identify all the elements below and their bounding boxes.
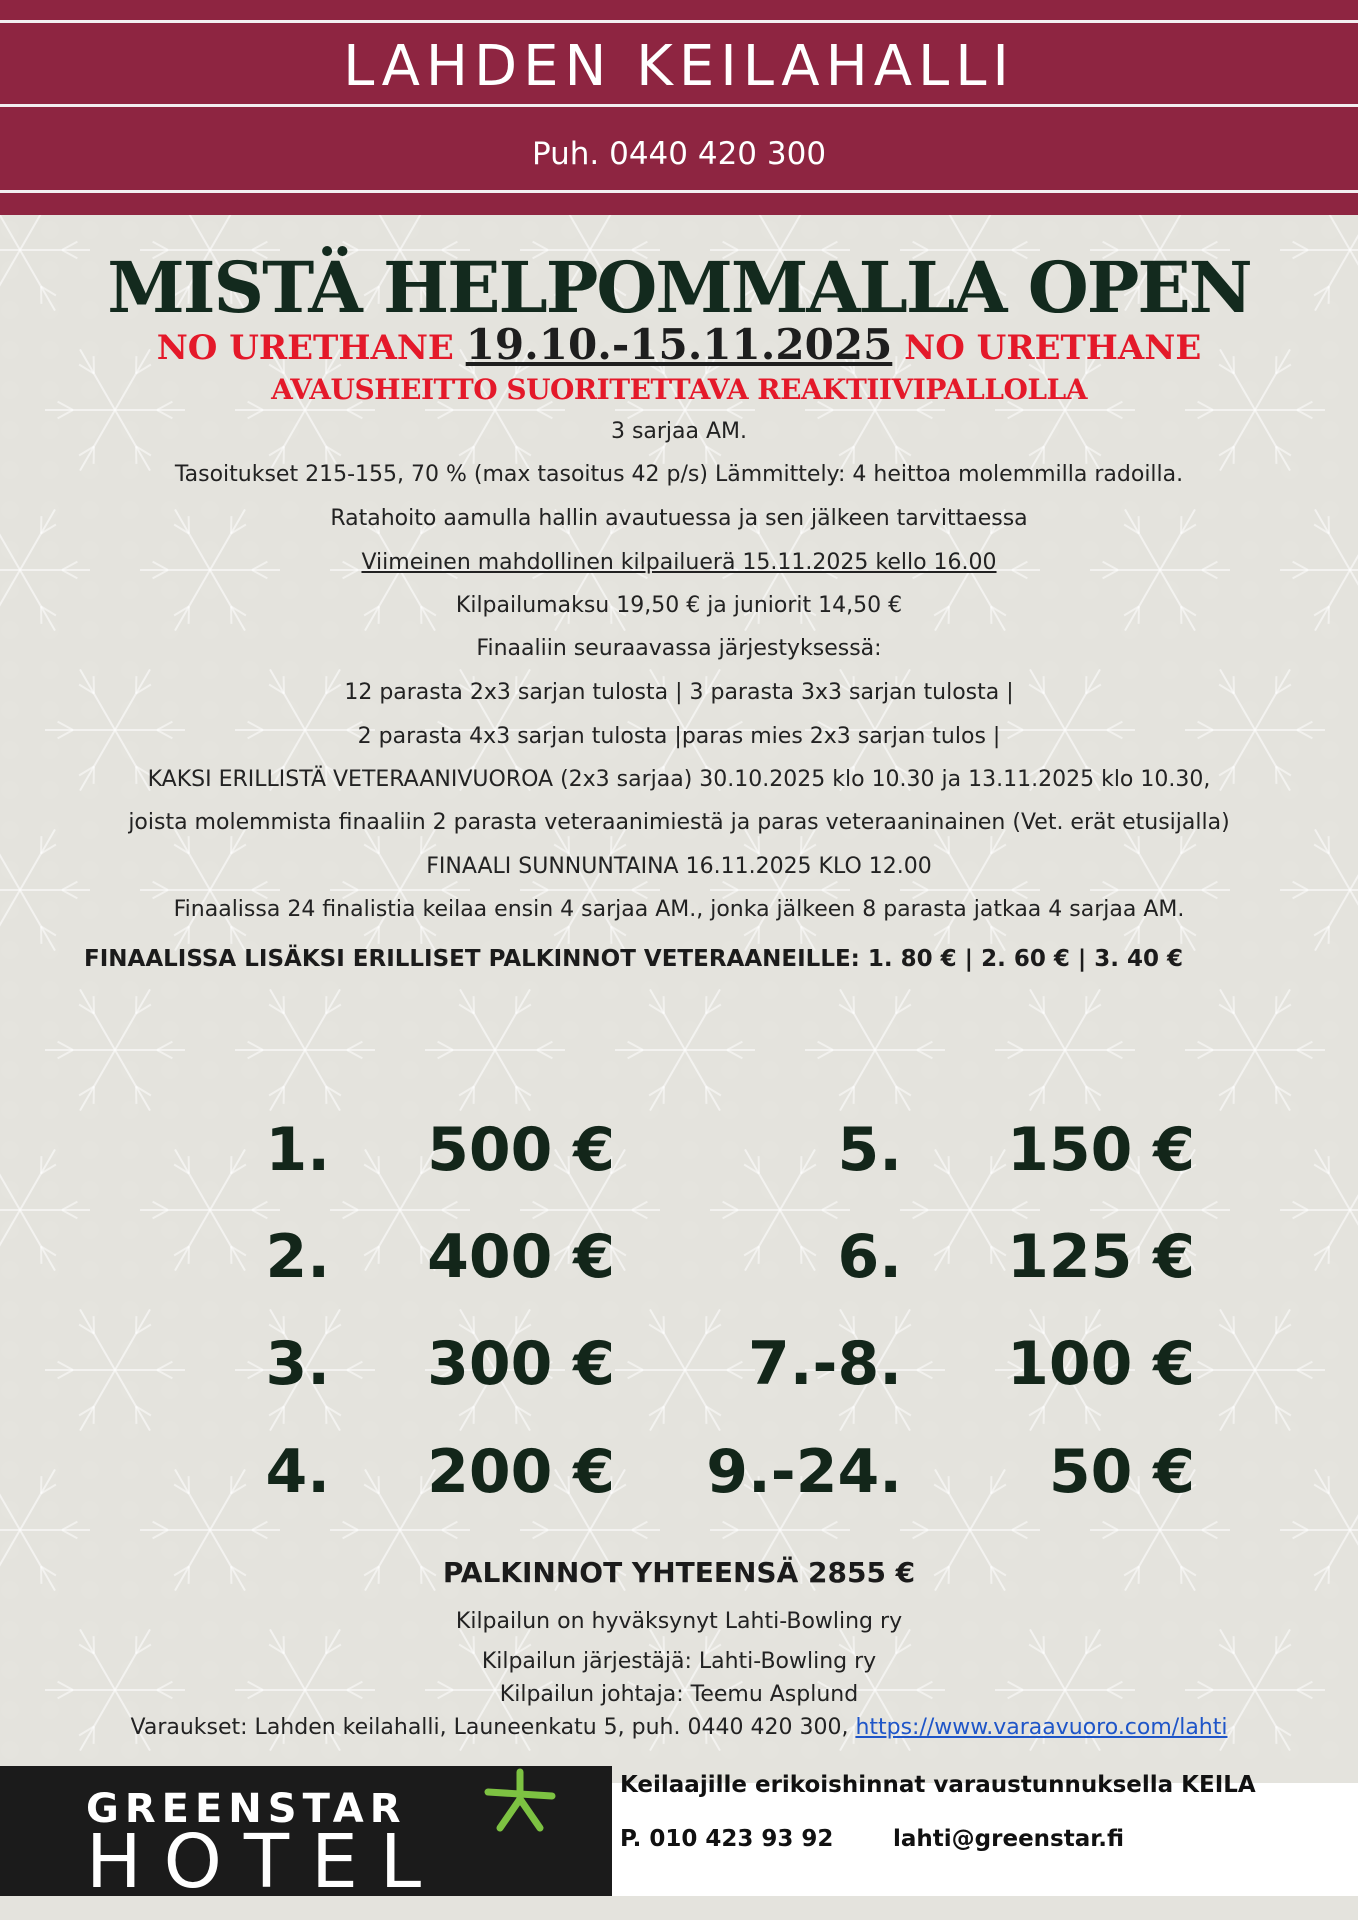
info-line: Finaaliin seuraavassa järjestyksessä:: [476, 636, 882, 661]
event-title: MISTÄ HELPOMMALLA OPEN: [107, 246, 1251, 329]
prize-rank: 6.: [837, 1222, 902, 1292]
reservations: [0, 1713, 1358, 1743]
prize-rank: 7.-8.: [748, 1329, 902, 1399]
prize-amount: 400 €: [427, 1222, 615, 1292]
veteran-prizes: FINAALISSA LISÄKSI ERILLISET PALKINNOT VETERAANEILLE: 1. 80 € | 2. 60 € | 3. 40 €: [84, 946, 1184, 972]
info-line: 3 sarjaa AM.: [610, 419, 748, 444]
prize-rank: 3.: [265, 1329, 330, 1399]
hotel-logo-bottom: HOTEL: [86, 1819, 444, 1905]
hotel-promo: Keilaajille erikoishinnat varaustunnuksella KEILA: [620, 1772, 1256, 1798]
hall-phone: Puh. 0440 420 300: [531, 136, 827, 172]
prize-amount: 500 €: [427, 1115, 615, 1185]
header-divider: [0, 104, 1358, 107]
info-line: Tasoitukset 215-155, 70 % (max tasoitus 42 p/s) Lämmittely: 4 heittoa molemmilla radoilla.: [174, 462, 1184, 487]
reservations-text: Varaukset: Lahden keilahalli, Launeenkatu 5, puh. 0440 420 300,: [130, 1715, 856, 1740]
prize-amount: 200 €: [427, 1437, 615, 1507]
prize-amount: 300 €: [427, 1329, 615, 1399]
prize-rank: 5.: [837, 1115, 902, 1185]
prize-rank: 1.: [265, 1115, 330, 1185]
info-line: Finaalissa 24 finalistia keilaa ensin 4 sarjaa AM., jonka jälkeen 8 parasta jatkaa 4 sarjaa AM.: [173, 897, 1185, 922]
info-line: 12 parasta 2x3 sarjan tulosta | 3 parasta 3x3 sarjan tulosta |: [344, 680, 1014, 705]
hall-name: LAHDEN KEILAHALLI: [343, 34, 1015, 99]
info-line: joista molemmista finaaliin 2 parasta veteraanimiestä ja paras veteraaninainen (Vet. erät etusijalla): [128, 810, 1230, 835]
hotel-logo-top: GREENSTAR: [86, 1786, 407, 1832]
prize-rank: 2.: [265, 1222, 330, 1292]
organizer: Kilpailun järjestäjä: Lahti-Bowling ry: [481, 1649, 877, 1674]
hotel-email[interactable]: lahti@greenstar.fi: [893, 1826, 1125, 1852]
no-urethane-right: NO URETHANE: [904, 328, 1202, 368]
header-divider: [0, 20, 1358, 23]
opening-rule: AVAUSHEITTO SUORITETTAVA REAKTIIVIPALLOLLA: [271, 373, 1087, 406]
info-line: 2 parasta 4x3 sarjan tulosta |paras mies 2x3 sarjan tulos |: [357, 724, 1001, 749]
info-line: KAKSI ERILLISTÄ VETERAANIVUOROA (2x3 sarjaa) 30.10.2025 klo 10.30 ja 13.11.2025 klo 10.30,: [147, 767, 1211, 792]
prize-amount: 50 €: [1048, 1437, 1195, 1507]
info-line: Viimeinen mahdollinen kilpailuerä 15.11.2025 kello 16.00: [361, 550, 997, 575]
info-line: Kilpailumaksu 19,50 € ja juniorit 14,50 €: [455, 593, 903, 618]
star-icon: [470, 1766, 570, 1836]
hotel-phone: P. 010 423 93 92: [620, 1826, 834, 1852]
header-divider: [0, 190, 1358, 193]
event-subtitle: [0, 322, 1358, 371]
no-urethane-left: NO URETHANE: [156, 328, 454, 368]
info-line: Ratahoito aamulla hallin avautuessa ja sen jälkeen tarvittaessa: [330, 506, 1028, 531]
info-line: FINAALI SUNNUNTAINA 16.11.2025 KLO 12.00: [426, 854, 932, 879]
prize-amount: 100 €: [1007, 1329, 1195, 1399]
prize-amount: 150 €: [1007, 1115, 1195, 1185]
prize-rank: 4.: [265, 1437, 330, 1507]
event-dates: 19.10.-15.11.2025: [465, 320, 893, 369]
director: Kilpailun johtaja: Teemu Asplund: [499, 1682, 859, 1707]
reservations-link[interactable]: https://www.varaavuoro.com/lahti: [855, 1715, 1228, 1740]
prize-amount: 125 €: [1007, 1222, 1195, 1292]
approved-by: Kilpailun on hyväksynyt Lahti-Bowling ry: [455, 1609, 903, 1634]
prize-rank: 9.-24.: [706, 1437, 902, 1507]
prize-total: PALKINNOT YHTEENSÄ 2855 €: [442, 1556, 916, 1589]
